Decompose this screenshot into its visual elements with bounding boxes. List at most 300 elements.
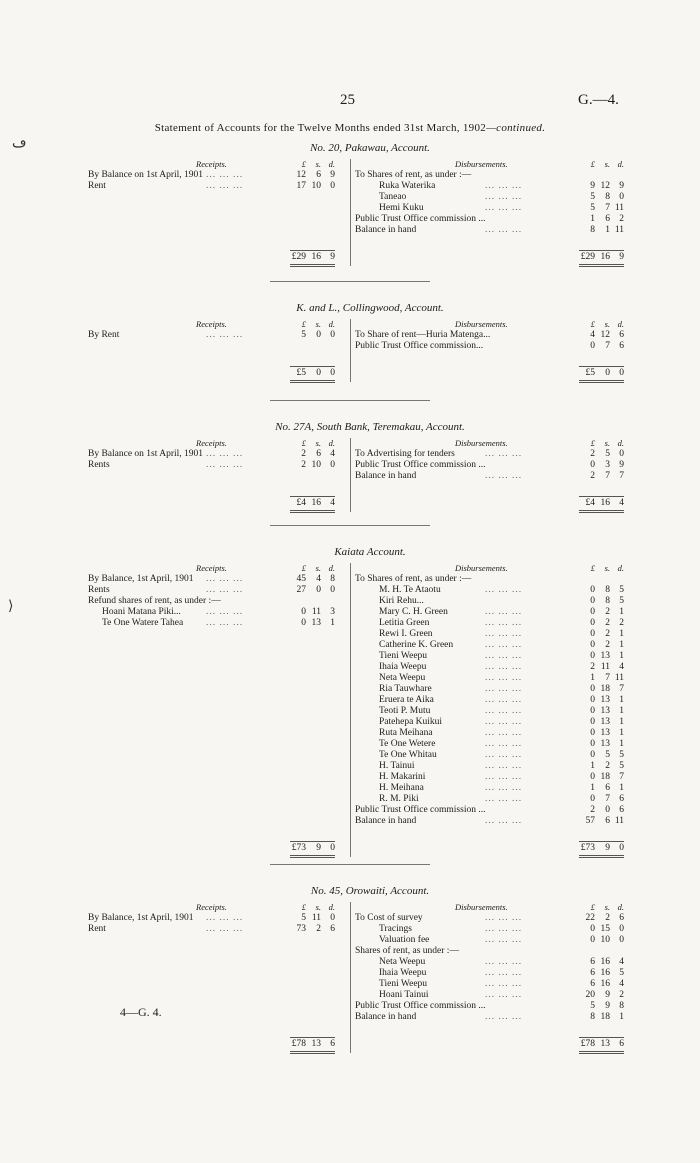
disbursement-label: Ihaia Weepu [379, 662, 427, 672]
account-section [60, 547, 640, 859]
disbursement-row [355, 728, 627, 739]
disbursements-column [355, 438, 627, 508]
amount-shillings: 11 [311, 913, 321, 923]
total-pounds: £73 [291, 843, 306, 853]
amount-pounds: 0 [590, 739, 595, 749]
amount-pence: 6 [619, 805, 624, 815]
amount-pence: 6 [330, 924, 335, 934]
total-pence: 4 [330, 498, 335, 508]
amount-pence: 11 [614, 225, 624, 235]
amount-pence: 1 [619, 640, 624, 650]
disbursement-row [355, 935, 627, 946]
disbursement-label: Balance in hand [355, 1012, 417, 1022]
amount-pounds: 8 [590, 225, 595, 235]
disbursement-row [355, 585, 627, 596]
amount-pence: 1 [619, 695, 624, 705]
disbursements-label: Disbursements. [455, 902, 508, 912]
receipt-amount [290, 618, 335, 629]
leader-dots: ... ... ... [206, 170, 244, 180]
amount-pounds: 12 [296, 170, 306, 180]
account-columns [60, 438, 640, 514]
amount-pounds: 0 [590, 651, 595, 661]
disbursement-row [355, 574, 627, 585]
section-separator [270, 525, 430, 526]
disbursement-row [355, 170, 627, 181]
amount-pounds: 2 [301, 449, 306, 459]
amount-pounds: 0 [590, 935, 595, 945]
total-shillings: 9 [316, 843, 321, 853]
currency-header [290, 902, 335, 913]
leader-dots: ... ... ... [485, 225, 523, 235]
total-pounds: £29 [291, 252, 306, 262]
disbursement-label: Public Trust Office commission... [355, 341, 484, 351]
currency-header [579, 159, 624, 170]
amount-shillings: 12 [600, 181, 610, 191]
disbursement-row [355, 1012, 627, 1023]
disbursement-row [355, 957, 627, 968]
disbursement-amount [579, 794, 624, 805]
amount-pounds: £ [301, 902, 306, 912]
disbursement-row [355, 739, 627, 750]
disbursement-amount [579, 750, 624, 761]
disbursement-label: Eruera te Aika [379, 695, 434, 705]
disbursement-row [355, 341, 627, 352]
receipt-label: Rents [88, 585, 110, 595]
disbursement-amount [579, 596, 624, 607]
total-pounds: £5 [585, 368, 595, 378]
amount-shillings: 6 [605, 783, 610, 793]
disbursement-amount [579, 460, 624, 471]
leader-dots: ... ... ... [206, 460, 244, 470]
disbursement-amount [579, 728, 624, 739]
amount-pounds: 2 [590, 449, 595, 459]
amount-pence: 6 [619, 330, 624, 340]
section-separator [270, 400, 430, 401]
receipts-column [78, 563, 346, 853]
amount-shillings: 13 [600, 728, 610, 738]
currency-header [579, 902, 624, 913]
leader-dots: ... ... ... [485, 1012, 523, 1022]
disbursement-row [355, 684, 627, 695]
amount-pounds: £ [590, 159, 595, 169]
amount-pence: d. [328, 563, 335, 573]
disbursement-label: Public Trust Office commission ... [355, 460, 486, 470]
amount-pounds: 0 [590, 924, 595, 934]
disbursement-label: Tracings [379, 924, 412, 934]
currency-header [290, 438, 335, 449]
amount-pounds: 0 [590, 341, 595, 351]
disbursement-amount [579, 585, 624, 596]
receipt-label: By Balance, 1st April, 1901 [88, 913, 194, 923]
disbursement-amount [579, 706, 624, 717]
disbursement-label: Ruta Meihana [379, 728, 433, 738]
disbursement-amount [579, 1001, 624, 1012]
disbursement-row [355, 640, 627, 651]
leader-dots: ... ... ... [485, 618, 523, 628]
total-pence: 9 [330, 252, 335, 262]
amount-shillings: 6 [316, 449, 321, 459]
amount-shillings: 18 [600, 772, 610, 782]
amount-shillings: 7 [605, 673, 610, 683]
amount-pence: 2 [619, 618, 624, 628]
disbursement-amount [579, 640, 624, 651]
receipt-amount [290, 924, 335, 935]
leader-dots: ... ... ... [485, 935, 523, 945]
amount-pounds: 0 [590, 596, 595, 606]
amount-pence: 7 [619, 772, 624, 782]
leader-dots: ... ... ... [485, 772, 523, 782]
disbursement-label: Te One Wetere [379, 739, 436, 749]
amount-shillings: 8 [605, 585, 610, 595]
receipt-row [78, 596, 346, 607]
amount-shillings: 2 [605, 629, 610, 639]
amount-pounds: 0 [590, 772, 595, 782]
disbursement-label: To Share of rent—Huria Matenga... [355, 330, 491, 340]
disbursement-row [355, 662, 627, 673]
total-pence: 6 [619, 1039, 624, 1049]
amount-shillings: 18 [600, 1012, 610, 1022]
amount-pence: 1 [619, 1012, 624, 1022]
disbursement-label: Patehepa Kuikui [379, 717, 443, 727]
disbursement-amount [579, 214, 624, 225]
title-main: Statement of Accounts for the Twelve Months ended 31st March, 1902 [154, 122, 487, 134]
amount-shillings: 11 [311, 607, 321, 617]
disbursement-amount [579, 990, 624, 1001]
amount-shillings: 2 [605, 913, 610, 923]
amount-pence: 2 [619, 214, 624, 224]
amount-pence: d. [617, 159, 624, 169]
receipts-total [290, 1037, 335, 1054]
receipt-label: By Balance on 1st April, 1901 [88, 449, 204, 459]
amount-shillings: 2 [605, 761, 610, 771]
amount-pence: 5 [619, 750, 624, 760]
receipts-total [290, 841, 335, 858]
amount-pence: 9 [330, 170, 335, 180]
disbursement-row [355, 990, 627, 1001]
leader-dots: ... ... ... [485, 717, 523, 727]
leader-dots: ... ... ... [206, 574, 244, 584]
disbursement-row [355, 225, 627, 236]
disbursements-header [355, 438, 627, 449]
amount-pounds: £ [590, 438, 595, 448]
column-divider [350, 902, 351, 1053]
amount-pounds: 1 [590, 214, 595, 224]
disbursement-amount [579, 330, 624, 341]
total-pence: 0 [619, 368, 624, 378]
disbursement-label: Neta Weepu [379, 673, 426, 683]
document-reference: G.—4. [578, 92, 619, 108]
disbursement-amount [579, 225, 624, 236]
disbursements-label: Disbursements. [455, 319, 508, 329]
leader-dots: ... ... ... [485, 913, 523, 923]
disbursement-amount [579, 662, 624, 673]
disbursement-label: Catherine K. Green [379, 640, 454, 650]
total-shillings: 16 [600, 252, 610, 262]
disbursement-row [355, 607, 627, 618]
leader-dots: ... ... ... [485, 181, 523, 191]
disbursement-label: Teoti P. Mutu [379, 706, 431, 716]
amount-pence: 1 [619, 706, 624, 716]
amount-pounds: 5 [590, 192, 595, 202]
amount-pence: 4 [619, 957, 624, 967]
receipt-label: By Balance on 1st April, 1901 [88, 170, 204, 180]
receipts-label: Receipts. [196, 563, 227, 573]
disbursement-row [355, 460, 627, 471]
disbursement-label: Hemi Kuku [379, 203, 424, 213]
leader-dots: ... ... ... [485, 449, 523, 459]
amount-pence: d. [328, 159, 335, 169]
amount-pence: 1 [619, 629, 624, 639]
account-title: No. 20, Pakawau, Account. [310, 142, 430, 154]
amount-pounds: 0 [590, 695, 595, 705]
leader-dots: ... ... ... [206, 618, 244, 628]
page-footer: 4—G. 4. [120, 1005, 162, 1019]
disbursement-row [355, 695, 627, 706]
receipt-row [78, 913, 346, 924]
receipt-amount [290, 449, 335, 460]
amount-shillings: 8 [605, 192, 610, 202]
margin-mark: ڡ [12, 136, 27, 151]
leader-dots: ... ... ... [206, 585, 244, 595]
amount-pence: 0 [330, 460, 335, 470]
amount-shillings: 18 [600, 684, 610, 694]
total-pence: 4 [619, 498, 624, 508]
total-pounds: £73 [580, 843, 595, 853]
disbursement-label: Kiri Rehu... [379, 596, 424, 606]
amount-pence: 1 [619, 783, 624, 793]
amount-pence: d. [328, 319, 335, 329]
amount-shillings: 2 [605, 640, 610, 650]
amount-pounds: £ [301, 319, 306, 329]
amount-pounds: 8 [590, 1012, 595, 1022]
disbursement-label: Public Trust Office commission ... [355, 805, 486, 815]
amount-shillings: 13 [600, 651, 610, 661]
disbursements-column [355, 159, 627, 262]
amount-pounds: 20 [585, 990, 595, 1000]
amount-pounds: 5 [590, 203, 595, 213]
disbursement-amount [579, 618, 624, 629]
amount-shillings: s. [315, 319, 321, 329]
receipts-column [78, 159, 346, 262]
amount-shillings: 10 [600, 935, 610, 945]
amount-pounds: 2 [590, 805, 595, 815]
amount-pence: d. [617, 902, 624, 912]
amount-pounds: 9 [590, 181, 595, 191]
receipt-amount [290, 181, 335, 192]
amount-pence: 1 [619, 651, 624, 661]
amount-shillings: 13 [600, 739, 610, 749]
disbursement-row [355, 214, 627, 225]
account-section [60, 886, 640, 1055]
leader-dots: ... ... ... [485, 607, 523, 617]
amount-pence: 3 [330, 607, 335, 617]
disbursement-label: To Advertising for tenders [355, 449, 455, 459]
leader-dots: ... ... ... [485, 203, 523, 213]
disbursement-label: Balance in hand [355, 471, 417, 481]
amount-shillings: s. [315, 159, 321, 169]
amount-shillings: 5 [605, 449, 610, 459]
amount-pence: 4 [619, 662, 624, 672]
amount-pence: 7 [619, 471, 624, 481]
disbursement-row [355, 761, 627, 772]
disbursements-total [579, 496, 624, 513]
disbursements-header [355, 319, 627, 330]
total-pounds: £78 [580, 1039, 595, 1049]
amount-shillings: s. [604, 319, 610, 329]
amount-pence: 0 [619, 924, 624, 934]
disbursement-label: H. Tainui [379, 761, 415, 771]
disbursement-amount [579, 968, 624, 979]
account-columns [60, 563, 640, 859]
disbursement-label: H. Makarini [379, 772, 426, 782]
section-separator [270, 864, 430, 865]
amount-pounds: 0 [301, 618, 306, 628]
amount-pence: 0 [619, 192, 624, 202]
receipt-row [78, 460, 346, 471]
disbursement-row [355, 979, 627, 990]
total-pence: 0 [619, 843, 624, 853]
receipt-row [78, 585, 346, 596]
account-columns [60, 159, 640, 268]
disbursement-amount [579, 341, 624, 352]
amount-pence: d. [617, 438, 624, 448]
amount-shillings: 16 [600, 979, 610, 989]
receipts-header [78, 159, 346, 170]
receipts-total [290, 366, 335, 383]
amount-pounds: 0 [590, 728, 595, 738]
disbursement-label: Mary C. H. Green [379, 607, 448, 617]
disbursement-amount [579, 181, 624, 192]
amount-shillings: 9 [605, 990, 610, 1000]
amount-pounds: 0 [590, 684, 595, 694]
currency-header [579, 319, 624, 330]
amount-pounds: 0 [590, 717, 595, 727]
amount-shillings: 10 [311, 460, 321, 470]
receipts-label: Receipts. [196, 438, 227, 448]
leader-dots: ... ... ... [206, 330, 244, 340]
disbursement-label: R. M. Piki [379, 794, 419, 804]
amount-pence: 6 [619, 341, 624, 351]
leader-dots: ... ... ... [485, 728, 523, 738]
receipt-amount [290, 574, 335, 585]
leader-dots: ... ... ... [485, 957, 523, 967]
amount-pounds: £ [301, 563, 306, 573]
leader-dots: ... ... ... [485, 651, 523, 661]
total-shillings: 16 [311, 498, 321, 508]
disbursement-row [355, 673, 627, 684]
amount-pence: 5 [619, 968, 624, 978]
disbursement-amount [579, 772, 624, 783]
amount-pounds: 0 [590, 794, 595, 804]
receipts-total [290, 496, 335, 513]
disbursement-label: Public Trust Office commission ... [355, 214, 486, 224]
amount-pounds: 2 [590, 662, 595, 672]
amount-shillings: 0 [316, 330, 321, 340]
disbursements-label: Disbursements. [455, 563, 508, 573]
disbursement-amount [579, 805, 624, 816]
total-pounds: £29 [580, 252, 595, 262]
disbursement-amount [579, 673, 624, 684]
amount-pence: d. [617, 319, 624, 329]
amount-shillings: 0 [605, 805, 610, 815]
disbursement-amount [579, 684, 624, 695]
disbursement-amount [579, 913, 624, 924]
amount-pence: 8 [619, 1001, 624, 1011]
amount-shillings: s. [604, 159, 610, 169]
disbursement-label: Te One Whitau [379, 750, 437, 760]
account-section [60, 143, 640, 268]
amount-pounds: 6 [590, 968, 595, 978]
amount-pence: d. [328, 438, 335, 448]
receipt-label: By Rent [88, 330, 120, 340]
amount-shillings: 12 [600, 330, 610, 340]
amount-shillings: 7 [605, 471, 610, 481]
amount-pounds: 5 [590, 1001, 595, 1011]
amount-shillings: 4 [316, 574, 321, 584]
amount-pounds: 0 [590, 607, 595, 617]
disbursement-amount [579, 924, 624, 935]
amount-shillings: 7 [605, 341, 610, 351]
amount-pence: 4 [619, 979, 624, 989]
receipt-row [78, 618, 346, 629]
disbursement-label: Valuation fee [379, 935, 430, 945]
amount-pounds: 6 [590, 979, 595, 989]
amount-shillings: 2 [605, 607, 610, 617]
account-title: Kaiata Account. [334, 546, 406, 558]
amount-pounds: £ [590, 902, 595, 912]
account-columns [60, 902, 640, 1055]
receipt-amount [290, 460, 335, 471]
receipts-column [78, 438, 346, 508]
disbursement-label: To Shares of rent, as under :— [355, 574, 472, 584]
amount-pence: 4 [330, 449, 335, 459]
leader-dots: ... ... ... [485, 924, 523, 934]
leader-dots: ... ... ... [485, 192, 523, 202]
disbursements-total [579, 250, 624, 267]
amount-pounds: 0 [590, 618, 595, 628]
disbursement-label: Ihaia Weepu [379, 968, 427, 978]
disbursement-row [355, 968, 627, 979]
disbursements-header [355, 902, 627, 913]
receipt-label: Rents [88, 460, 110, 470]
disbursement-amount [579, 695, 624, 706]
disbursement-amount [579, 739, 624, 750]
total-shillings: 13 [311, 1039, 321, 1049]
receipt-row [78, 170, 346, 181]
amount-pence: 1 [619, 717, 624, 727]
amount-pounds: 73 [296, 924, 306, 934]
amount-pence: 6 [619, 794, 624, 804]
disbursement-row [355, 794, 627, 805]
leader-dots: ... ... ... [206, 449, 244, 459]
amount-pence: 7 [619, 684, 624, 694]
amount-pence: 8 [330, 574, 335, 584]
amount-pounds: 2 [590, 471, 595, 481]
currency-header [579, 438, 624, 449]
amount-pounds: 17 [296, 181, 306, 191]
amount-shillings: 13 [600, 706, 610, 716]
receipts-total [290, 250, 335, 267]
disbursement-label: H. Meihana [379, 783, 424, 793]
disbursements-column [355, 563, 627, 853]
amount-shillings: 15 [600, 924, 610, 934]
disbursement-amount [579, 192, 624, 203]
disbursement-label: Hoani Tainui [379, 990, 429, 1000]
disbursement-row [355, 706, 627, 717]
disbursement-row [355, 471, 627, 482]
disbursement-amount [579, 1012, 624, 1023]
disbursement-row [355, 946, 627, 957]
